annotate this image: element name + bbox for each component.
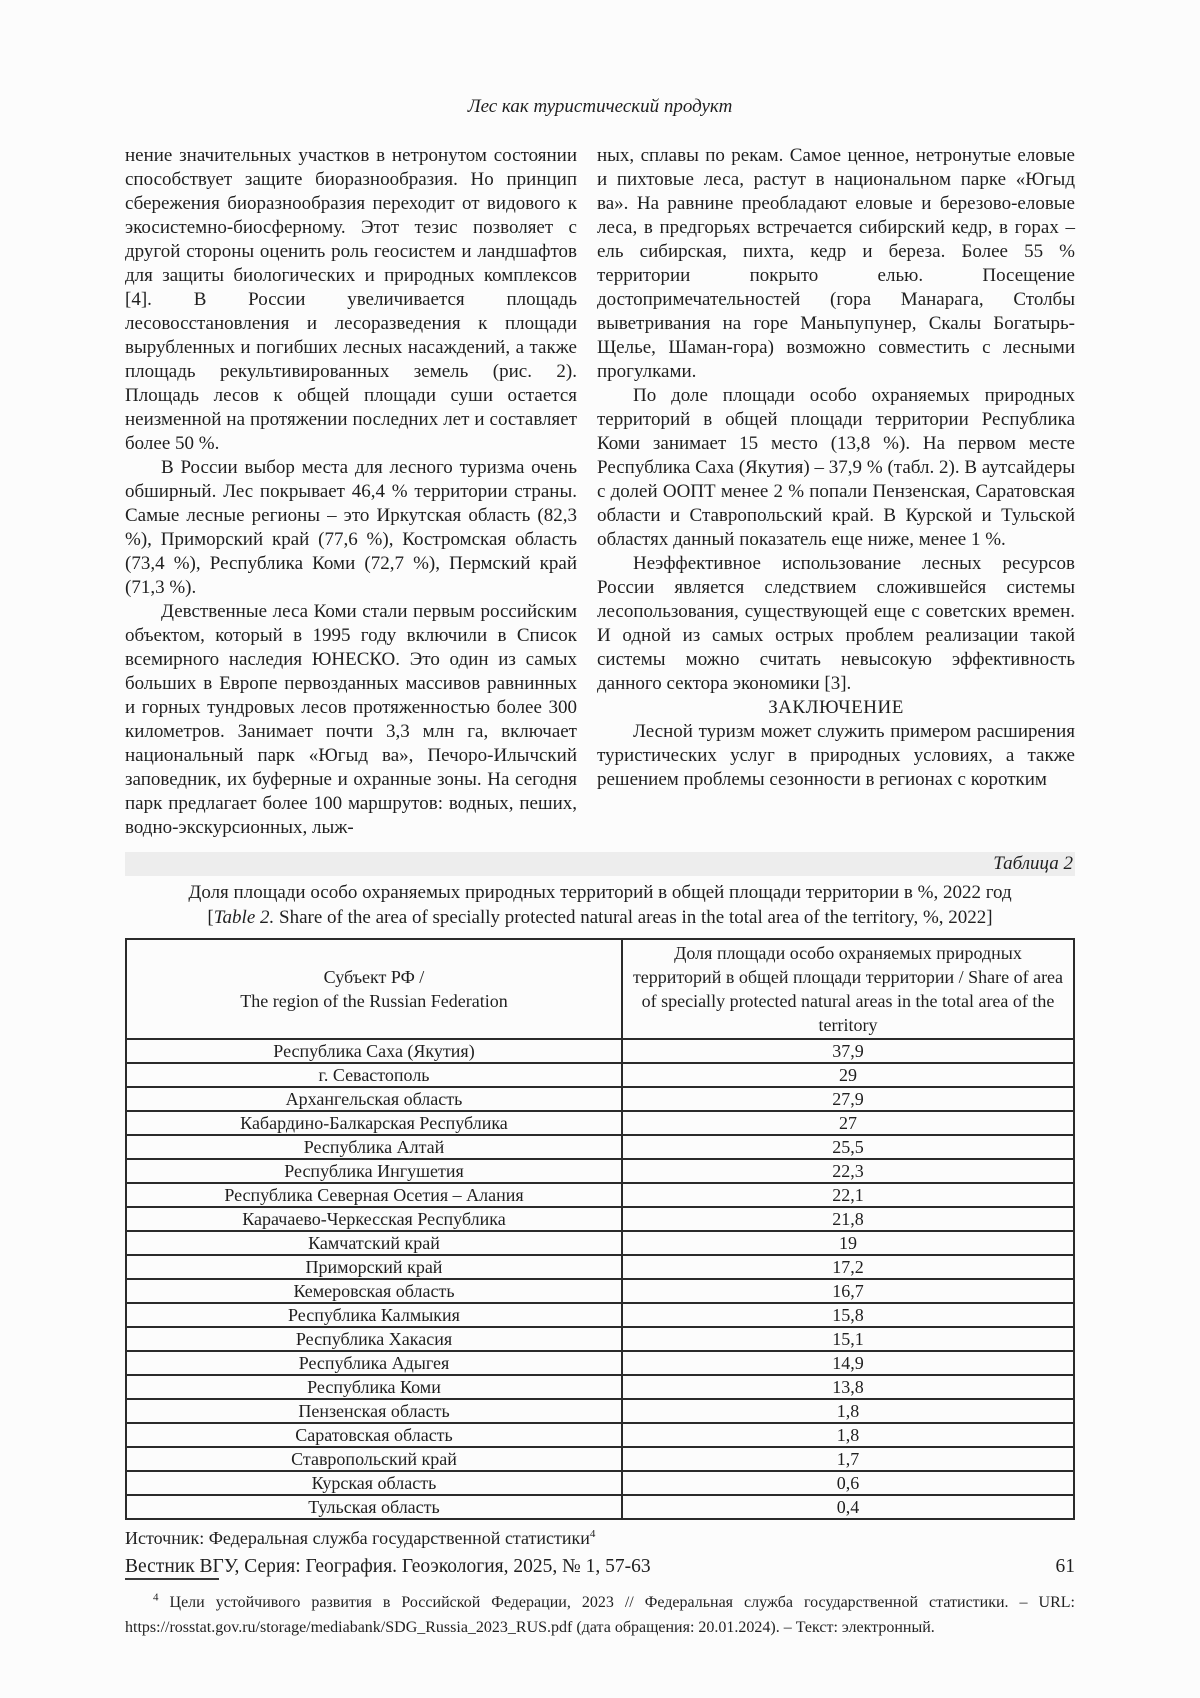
- table-row: [126, 1207, 1074, 1231]
- paragraph: По доле площади особо охраняемых природных территорий в общей площади территории Республика Коми занимает 15 место (13,8 %). На первом месте Республика Саха (Якутия) – 37,9 % (табл. 2). В аутсайдеры с долей ООПТ менее 2 % попали Пензенская, Саратовская области и Ставропольский край. В Курской и Тульской областях данный показатель еще ниже, менее 1 %.: [597, 385, 1075, 550]
- paragraph: Неэффективное использование лесных ресурсов России является следствием сложившейся системы лесопользования, существующей еще с советских времен. И одной из самых острых проблем реализации такой системы можно считать невысокую эффективность данного сектора экономики [3].: [597, 553, 1075, 694]
- region-cell: г. Севастополь: [126, 1063, 622, 1087]
- paragraph: В России выбор места для лесного туризма очень обширный. Лес покрывает 46,4 % территории страны. Самые лесные регионы – это Иркутская область (82,3 %), Приморский край (77,6 %), Костромская область (73,4 %), Республика Коми (72,7 %), Пермский край (71,3 %).: [125, 457, 577, 598]
- conclusion-heading: ЗАКЛЮЧЕНИЕ: [768, 697, 904, 718]
- table-row: [126, 1375, 1074, 1399]
- table-row: [126, 1423, 1074, 1447]
- region-cell: Карачаево-Черкесская Республика: [126, 1207, 622, 1231]
- value-cell: 22,3: [622, 1159, 1074, 1183]
- table-row: [126, 1279, 1074, 1303]
- table-row: [126, 1231, 1074, 1255]
- header-line: Субъект РФ /: [323, 967, 425, 987]
- table-row: [126, 1303, 1074, 1327]
- right-column: [597, 144, 1075, 840]
- value-cell: 37,9: [622, 1039, 1074, 1063]
- table-caption-ru: Доля площади особо охраняемых природных территорий в общей площади территории в %, 2022 год: [188, 882, 1012, 903]
- value-cell: 17,2: [622, 1255, 1074, 1279]
- footnote-text: Цели устойчивого развития в Российской Федерации, 2023 // Федеральная служба государственной статистики. – URL: https://rosstat.gov.ru/storage/mediabank/SDG_Russia_2023_RUS.pdf (дата обращения: 20.01.2024). – Текст: электронный.: [125, 1594, 1076, 1636]
- table-row: [126, 1111, 1074, 1135]
- region-cell: Республика Коми: [126, 1375, 622, 1399]
- value-cell: 15,8: [622, 1303, 1074, 1327]
- value-cell: 29: [622, 1063, 1074, 1087]
- table-body: [126, 1039, 1074, 1519]
- region-cell: Архангельская область: [126, 1087, 622, 1111]
- caption-en-label: Table 2.: [213, 907, 275, 928]
- value-cell: 14,9: [622, 1351, 1074, 1375]
- journal-reference: Вестник ВГУ, Серия: География. Геоэкология, 2025, № 1, 57-63: [125, 1556, 651, 1577]
- region-cell: Республика Алтай: [126, 1135, 622, 1159]
- value-cell: 16,7: [622, 1279, 1074, 1303]
- region-cell: Республика Саха (Якутия): [126, 1039, 622, 1063]
- table-row: [126, 1039, 1074, 1063]
- table-row: [126, 1471, 1074, 1495]
- paragraph: Девственные леса Коми стали первым российским объектом, который в 1995 году включили в Список всемирного наследия ЮНЕСКО. Это один из самых больших в Европе первозданных массивов равнинных и горных тундровых лесов протяженностью более 300 километров. Занимает почти 3,3 млн га, включает национальный парк «Югыд ва», Печоро-Илычский заповедник, их буферные и охранные зоны. На сегодня парк предлагает более 100 маршрутов: водных, пеших, водно-экскурсионных, лыж-: [125, 601, 577, 838]
- region-cell: Республика Адыгея: [126, 1351, 622, 1375]
- region-column-header: [126, 939, 622, 1039]
- table-row: [126, 1159, 1074, 1183]
- table-source: [125, 1526, 1075, 1550]
- footnote-ref: 4: [589, 1528, 596, 1540]
- table-row: [126, 1063, 1074, 1087]
- table-row: [126, 1447, 1074, 1471]
- footnote-separator: [125, 1578, 219, 1580]
- value-cell: 0,6: [622, 1471, 1074, 1495]
- table-head: [126, 939, 1074, 1039]
- region-cell: Камчатский край: [126, 1231, 622, 1255]
- region-cell: Республика Калмыкия: [126, 1303, 622, 1327]
- table-caption-en: [125, 905, 1075, 930]
- region-cell: Кабардино-Балкарская Республика: [126, 1111, 622, 1135]
- caption-bracket: [: [207, 907, 214, 928]
- value-cell: 27,9: [622, 1087, 1074, 1111]
- table-row: [126, 1495, 1074, 1519]
- footnote: [125, 1590, 1075, 1640]
- table-row: [126, 1399, 1074, 1423]
- region-cell: Республика Хакасия: [126, 1327, 622, 1351]
- value-cell: 1,8: [622, 1423, 1074, 1447]
- table-label: Таблица 2: [993, 853, 1073, 874]
- header-line: The region of the Russian Federation: [240, 991, 508, 1011]
- value-cell: 0,4: [622, 1495, 1074, 1519]
- region-cell: Ставропольский край: [126, 1447, 622, 1471]
- table-row: [126, 1327, 1074, 1351]
- table-header-row: [126, 939, 1074, 1039]
- paragraph: ных, сплавы по рекам. Самое ценное, нетронутые еловые и пихтовые леса, растут в национальном парке «Югыд ва». На равнине преобладают еловые и березово-еловые леса, в предгорьях встречается сибирский кедр, в горах – ель сибирская, пихта, кедр и береза. Более 55 % территории покрыто елью. Посещение достопримечательностей (гора Манарага, Столбы выветривания на горе Маньпупунер, Скалы Богатырь-Щелье, Шаман-гора) возможно совместить с лесными прогулками.: [597, 145, 1075, 382]
- page-number: 61: [1055, 1556, 1075, 1577]
- region-cell: Республика Северная Осетия – Алания: [126, 1183, 622, 1207]
- caption-en-text: Share of the area of specially protected natural areas in the total area of the territory, %, 2022]: [274, 907, 993, 928]
- body-columns: [125, 144, 1075, 840]
- region-cell: Кемеровская область: [126, 1279, 622, 1303]
- table-row: [126, 1255, 1074, 1279]
- table-label-band: [125, 852, 1075, 876]
- value-cell: 1,8: [622, 1399, 1074, 1423]
- value-cell: 27: [622, 1111, 1074, 1135]
- region-cell: Курская область: [126, 1471, 622, 1495]
- value-cell: 22,1: [622, 1183, 1074, 1207]
- source-text: Источник: Федеральная служба государственной статистики: [125, 1528, 590, 1548]
- table-row: [126, 1183, 1074, 1207]
- paragraph: нение значительных участков в нетронутом состоянии способствует защите биоразнообразия. Но принцип сбережения биоразнообразия переходит от видового к экосистемно-биосферному. Этот тезис позволяет с другой стороны оценить роль геосистем и ландшафтов для защиты биологических и природных комплексов [4]. В России увеличивается площадь лесовосстановления и лесоразведения к площади вырубленных и погибших лесных насаждений, а также площадь рекультивированных земель (рис. 2). Площадь лесов к общей площади суши остается неизменной на протяжении последних лет и составляет более 50 %.: [125, 145, 577, 454]
- region-cell: Саратовская область: [126, 1423, 622, 1447]
- region-cell: Республика Ингушетия: [126, 1159, 622, 1183]
- paragraph: Лесной туризм может служить примером расширения туристических услуг в природных условиях, а также решением проблемы сезонности в регионах с коротким: [597, 721, 1075, 790]
- left-column: [125, 144, 577, 840]
- table-row: [126, 1351, 1074, 1375]
- value-cell: 13,8: [622, 1375, 1074, 1399]
- page-footer: [125, 1556, 1075, 1578]
- value-cell: 25,5: [622, 1135, 1074, 1159]
- table-row: [126, 1087, 1074, 1111]
- value-cell: 1,7: [622, 1447, 1074, 1471]
- table-row: [126, 1135, 1074, 1159]
- value-cell: 15,1: [622, 1327, 1074, 1351]
- region-cell: Пензенская область: [126, 1399, 622, 1423]
- share-column-header: Доля площади особо охраняемых природных территорий в общей площади территории / Share of area of specially protected natural areas in the total area of the territory: [622, 939, 1074, 1039]
- value-cell: 21,8: [622, 1207, 1074, 1231]
- running-title: Лес как туристический продукт: [467, 96, 733, 117]
- region-cell: Тульская область: [126, 1495, 622, 1519]
- footnote-marker: 4: [153, 1591, 159, 1604]
- protected-areas-table: [125, 938, 1075, 1520]
- region-cell: Приморский край: [126, 1255, 622, 1279]
- value-cell: 19: [622, 1231, 1074, 1255]
